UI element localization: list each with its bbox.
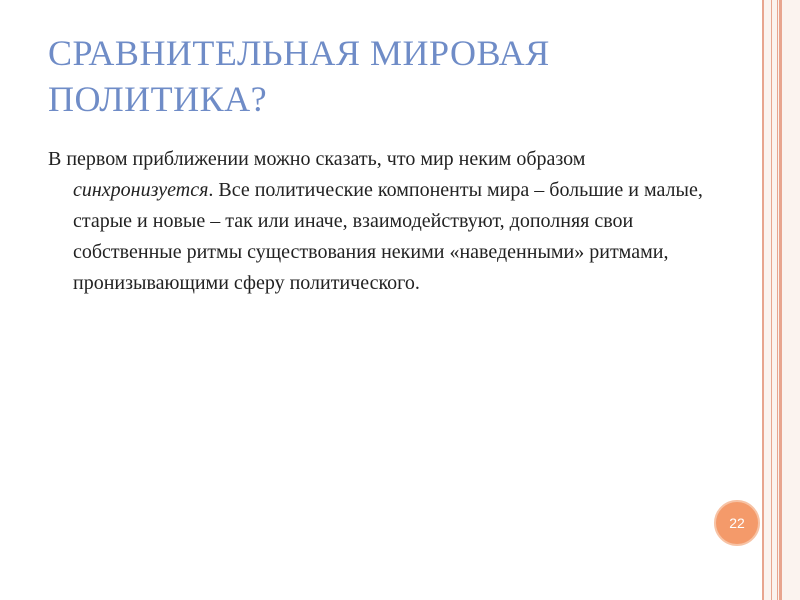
slide-title: СРАВНИТЕЛЬНАЯ МИРОВАЯ ПОЛИТИКА? bbox=[48, 33, 550, 119]
page-number-badge: 22 bbox=[714, 500, 760, 546]
slide-body-text bbox=[48, 144, 723, 299]
border-line bbox=[779, 0, 782, 600]
body-text-before: В первом приближении можно сказать, что мир неким образом bbox=[48, 148, 586, 170]
border-line bbox=[771, 0, 772, 600]
body-text-emphasis: синхронизуется bbox=[73, 179, 209, 201]
body-text-after: . Все политические компоненты мира – большие и малые, старые и новые – так или иначе, взаимодействуют, дополняя свои собственные ритмы существования некими «наведенными» ритмами, пронизывающими сферу политического. bbox=[73, 179, 703, 294]
border-line bbox=[762, 0, 764, 600]
border-line bbox=[777, 0, 778, 600]
